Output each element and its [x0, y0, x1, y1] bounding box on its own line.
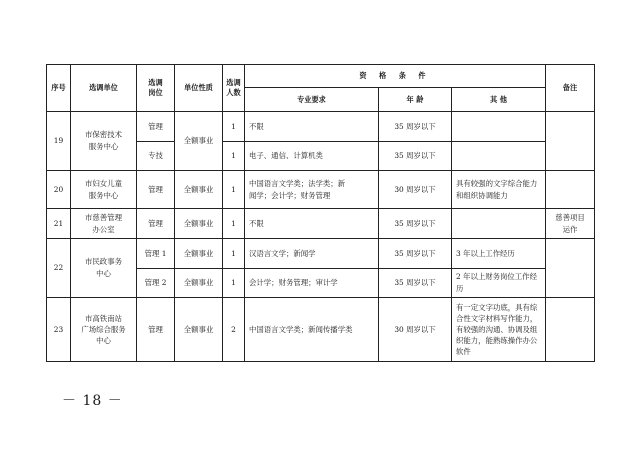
row22a-post: 管理 1 — [137, 239, 175, 269]
row21-seq: 21 — [47, 209, 71, 239]
row19b-other — [452, 142, 546, 171]
header-count: 选调 人数 — [223, 65, 245, 112]
row23-post: 管理 — [137, 298, 175, 362]
row22-seq: 22 — [47, 239, 71, 298]
header-age: 年 龄 — [379, 88, 452, 112]
table-row — [47, 112, 595, 142]
row19a-major: 不限 — [245, 112, 379, 142]
row20-note — [546, 171, 595, 209]
table-row — [47, 298, 595, 362]
row19a-age: 35 周岁以下 — [379, 112, 452, 142]
page-number: － 18 － — [62, 393, 123, 409]
row22a-nature: 全额事业 — [175, 239, 223, 269]
table-row — [47, 239, 595, 269]
row19a-other — [452, 112, 546, 142]
row21-post: 管理 — [137, 209, 175, 239]
row22-unit: 市民政事务 中心 — [71, 239, 137, 298]
row22b-nature: 全额事业 — [175, 269, 223, 298]
row22b-other: 2 年以上财务岗位工作经历 — [452, 269, 546, 298]
row21-age: 35 周岁以下 — [379, 209, 452, 239]
row20-age: 30 周岁以下 — [379, 171, 452, 209]
header-seq: 序号 — [47, 65, 71, 112]
row22a-age: 35 周岁以下 — [379, 239, 452, 269]
row21-count: 1 — [223, 209, 245, 239]
recruitment-table — [46, 64, 595, 362]
row22b-count: 1 — [223, 269, 245, 298]
row23-major: 中国语言文学类；新闻传播学类 — [245, 298, 379, 362]
header-row-1 — [47, 65, 595, 88]
row23-age: 30 周岁以下 — [379, 298, 452, 362]
row23-unit: 市高铁南站 广场综合服务 中心 — [71, 298, 137, 362]
row22a-major: 汉语言文学；新闻学 — [245, 239, 379, 269]
row19b-major: 电子、通信、计算机类 — [245, 142, 379, 171]
header-major: 专业要求 — [245, 88, 379, 112]
row19-seq: 19 — [47, 112, 71, 171]
row22a-count: 1 — [223, 239, 245, 269]
row22b-age: 35 周岁以下 — [379, 269, 452, 298]
row20-unit: 市妇女儿童 服务中心 — [71, 171, 137, 209]
row22b-post: 管理 2 — [137, 269, 175, 298]
row21-nature: 全额事业 — [175, 209, 223, 239]
row20-other: 具有较强的文字综合能力 和组织协调能力 — [452, 171, 546, 209]
row20-seq: 20 — [47, 171, 71, 209]
row19-nature: 全额事业 — [175, 112, 223, 171]
row23-note — [546, 298, 595, 362]
row23-other: 有一定文字功底，具有综 合性文字材料写作能力， 有较强的沟通、协调及组 织能力，能熟练操作办公 软件 — [452, 298, 546, 362]
row21-major: 不限 — [245, 209, 379, 239]
table-row — [47, 209, 595, 239]
row22-note — [546, 239, 595, 298]
row19a-count: 1 — [223, 112, 245, 142]
row19b-post: 专技 — [137, 142, 175, 171]
row20-count: 1 — [223, 171, 245, 209]
row21-note: 慈善项目 运作 — [546, 209, 595, 239]
row22a-other: 3 年以上工作经历 — [452, 239, 546, 269]
row19-unit: 市保密技术 服务中心 — [71, 112, 137, 171]
row21-unit: 市慈善管理 办公室 — [71, 209, 137, 239]
row19-note — [546, 112, 595, 171]
header-note: 备注 — [546, 65, 595, 112]
row20-major: 中国语言文学类；法学类；新 闻学；会计学；财务管理 — [245, 171, 379, 209]
row19b-age: 35 周岁以下 — [379, 142, 452, 171]
header-qualifications: 资 格 条 件 — [245, 65, 546, 88]
header-other: 其 他 — [452, 88, 546, 112]
header-unit: 选调单位 — [71, 65, 137, 112]
table-row — [47, 171, 595, 209]
row20-nature: 全额事业 — [175, 171, 223, 209]
row23-nature: 全额事业 — [175, 298, 223, 362]
row20-post: 管理 — [137, 171, 175, 209]
row22b-major: 会计学；财务管理；审计学 — [245, 269, 379, 298]
row19b-count: 1 — [223, 142, 245, 171]
header-post: 选调 岗位 — [137, 65, 175, 112]
header-nature: 单位性质 — [175, 65, 223, 112]
row21-other — [452, 209, 546, 239]
row23-count: 2 — [223, 298, 245, 362]
row23-seq: 23 — [47, 298, 71, 362]
row19a-post: 管理 — [137, 112, 175, 142]
